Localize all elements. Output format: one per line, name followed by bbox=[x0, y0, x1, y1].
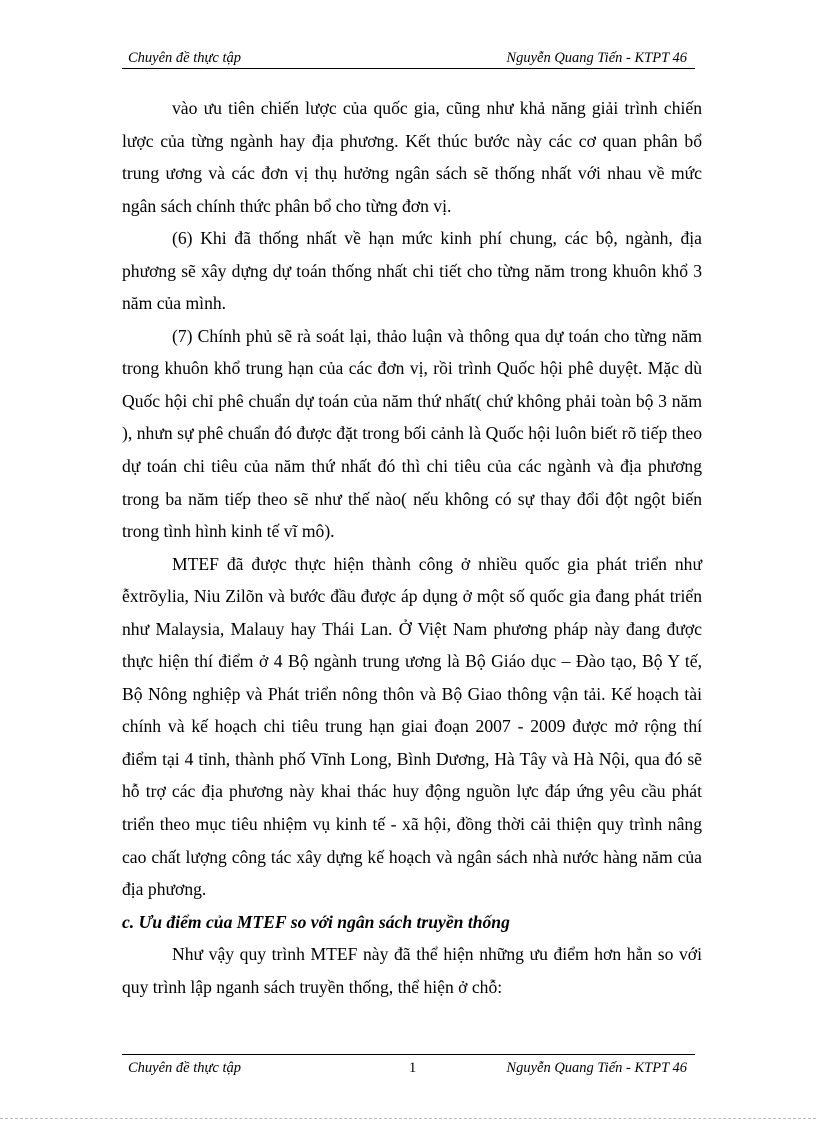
page-header bbox=[122, 48, 695, 69]
header-author: Nguyễn Quang Tiến - KTPT 46 bbox=[506, 50, 687, 66]
document-body bbox=[122, 92, 702, 1003]
page-number: 1 bbox=[409, 1060, 417, 1076]
page-boundary bbox=[0, 1118, 816, 1119]
body-paragraph: Như vậy quy trình MTEF này đã thể hiện những ưu điểm hơn hẳn so với quy trình lập nganh sách truyền thống, thể hiện ở chỗ: bbox=[122, 944, 702, 997]
footer-document-title: Chuyên đề thực tập bbox=[128, 1060, 242, 1076]
body-paragraph: (7) Chính phủ sẽ rà soát lại, thảo luận và thông qua dự toán cho từng năm trong khuôn khổ trung hạn của các đơn vị, rồi trình Quốc hội phê duyệt. Mặc dù Quốc hội chỉ phê chuẩn dự toán của năm thứ nhất( chứ không phải toàn bộ 3 năm ), nhưn sự phê chuẩn đó được đặt trong bối cảnh là Quốc hội luôn biết rõ tiếp theo dự toán chi tiêu của năm thứ nhất đó thì chi tiêu của các ngành và địa phương trong ba năm tiếp theo sẽ như thế nào( nếu không có sự thay đổi đột ngột biến trong tình hình kinh tế vĩ mô). bbox=[122, 325, 702, 542]
footer-author: Nguyễn Quang Tiến - KTPT 46 bbox=[506, 1060, 687, 1076]
section-heading: c. Ưu điểm của MTEF so với ngân sách truyền thống bbox=[122, 911, 510, 932]
body-paragraph: (6) Khi đã thống nhất về hạn mức kinh phí chung, các bộ, ngành, địa phương sẽ xây dựng dự toán thống nhất chi tiết cho từng năm trong khuôn khổ 3 năm của mình. bbox=[122, 228, 702, 314]
header-document-title: Chuyên đề thực tập bbox=[128, 50, 242, 66]
body-paragraph: vào ưu tiên chiến lược của quốc gia, cũng như khả năng giải trình chiến lược của từng ngành hay địa phương. Kết thúc bước này các cơ quan phân bổ trung ương và các đơn vị thụ hưởng ngân sách sẽ thống nhất với nhau về mức ngân sách chính thức phân bổ cho từng đơn vị. bbox=[122, 98, 702, 216]
page-footer bbox=[122, 1054, 695, 1081]
body-paragraph: MTEF đã được thực hiện thành công ở nhiều quốc gia phát triển như ễxtrõylia, Niu Zilõn và bước đầu được áp dụng ở một số quốc gia đang phát triển như Malaysia, Malauy hay Thái Lan. Ở Việt Nam phương pháp này đang được thực hiện thí điểm ở 4 Bộ ngành trung ương là Bộ Giáo dục – Đào tạo, Bộ Y tế, Bộ Nông nghiệp và Phát triển nông thôn và Bộ Giao thông vận tải. Kế hoạch tài chính và kế hoạch chi tiêu trung hạn giai đoạn 2007 - 2009 được mở rộng thí điểm tại 4 tỉnh, thành phố Vĩnh Long, Bình Dương, Hà Tây và Hà Nội, qua đó sẽ hỗ trợ các địa phương này khai thác huy động nguồn lực đáp ứng yêu cầu phát triển theo mục tiêu nhiệm vụ kinh tế - xã hội, đồng thời cải thiện quy trình nâng cao chất lượng công tác xây dựng kế hoạch và ngân sách nhà nước hàng năm của địa phương. bbox=[122, 553, 702, 900]
